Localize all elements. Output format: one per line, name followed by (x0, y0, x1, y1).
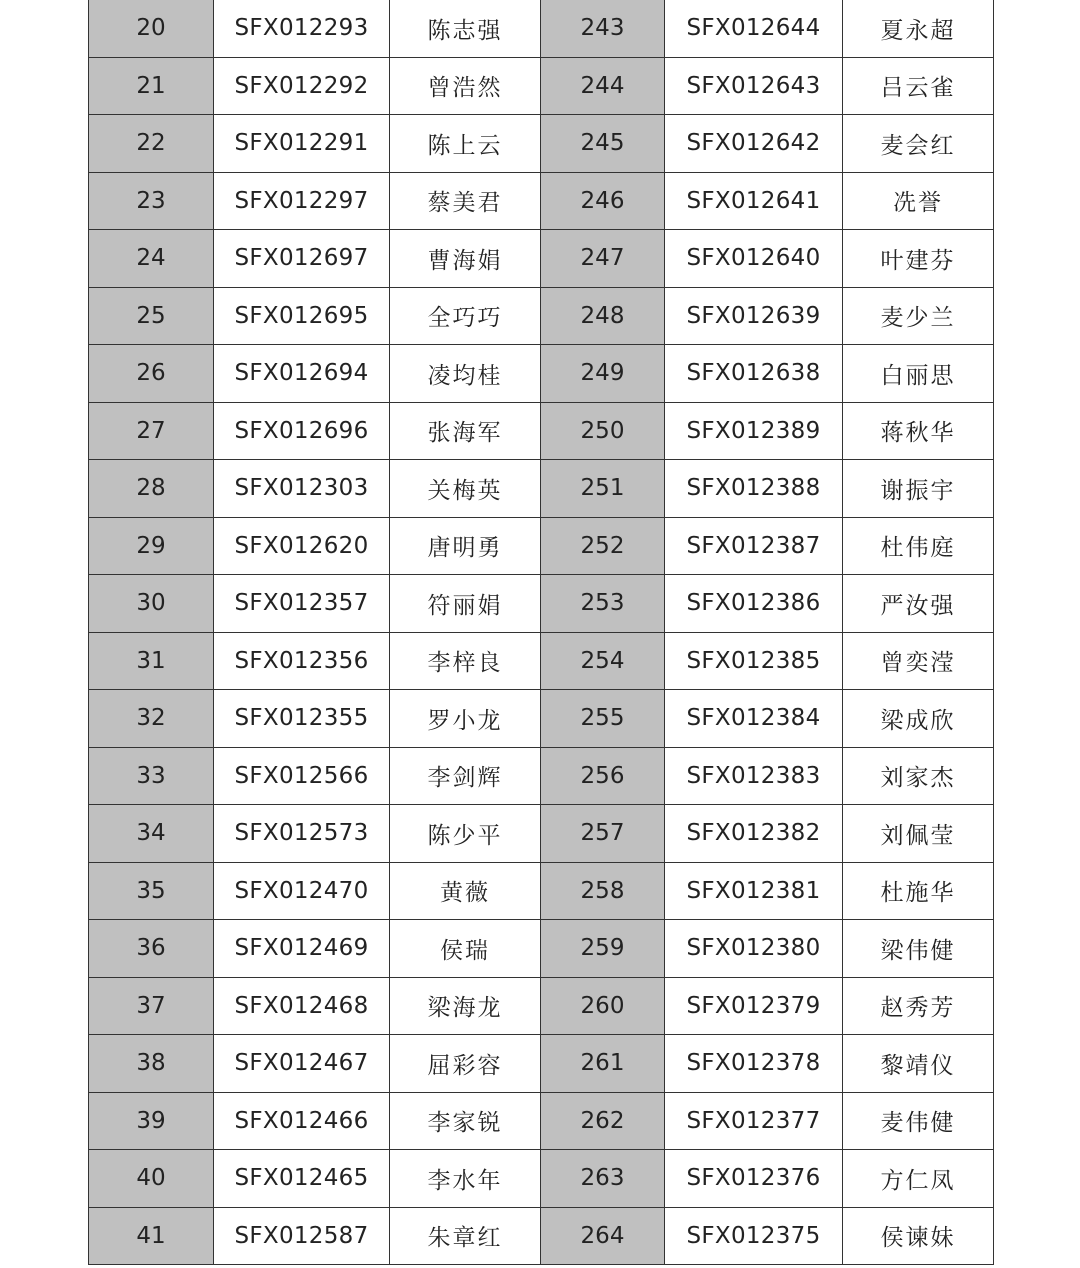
table-row (89, 920, 994, 978)
row-number-left: 25 (89, 287, 214, 345)
member-name-right: 杜施华 (843, 862, 994, 920)
row-number-right: 250 (541, 402, 665, 460)
member-id-left: SFX012297 (214, 172, 390, 230)
row-number-left: 28 (89, 460, 214, 518)
member-id-left: SFX012356 (214, 632, 390, 690)
member-name-right: 曾奕滢 (843, 632, 994, 690)
member-id-right: SFX012638 (665, 345, 843, 403)
table-row (89, 0, 994, 57)
row-number-left: 23 (89, 172, 214, 230)
member-id-left: SFX012573 (214, 805, 390, 863)
member-name-left: 符丽娟 (390, 575, 541, 633)
row-number-right: 259 (541, 920, 665, 978)
member-id-right: SFX012378 (665, 1035, 843, 1093)
member-id-left: SFX012587 (214, 1207, 390, 1265)
row-number-left: 35 (89, 862, 214, 920)
member-name-right: 刘佩莹 (843, 805, 994, 863)
row-number-right: 263 (541, 1150, 665, 1208)
member-name-left: 李家锐 (390, 1092, 541, 1150)
member-name-left: 李水年 (390, 1150, 541, 1208)
row-number-left: 31 (89, 632, 214, 690)
table-row (89, 632, 994, 690)
member-name-left: 侯瑞 (390, 920, 541, 978)
member-name-left: 陈上云 (390, 115, 541, 173)
row-number-right: 254 (541, 632, 665, 690)
row-number-left: 27 (89, 402, 214, 460)
member-name-left: 李梓良 (390, 632, 541, 690)
member-id-left: SFX012466 (214, 1092, 390, 1150)
member-id-left: SFX012469 (214, 920, 390, 978)
member-name-left: 关梅英 (390, 460, 541, 518)
member-name-left: 曾浩然 (390, 57, 541, 115)
member-id-left: SFX012696 (214, 402, 390, 460)
table-row (89, 517, 994, 575)
member-name-left: 朱章红 (390, 1207, 541, 1265)
row-number-left: 24 (89, 230, 214, 288)
row-number-left: 39 (89, 1092, 214, 1150)
member-name-right: 叶建芬 (843, 230, 994, 288)
table-row (89, 690, 994, 748)
member-name-left: 梁海龙 (390, 977, 541, 1035)
table-row (89, 1092, 994, 1150)
row-number-right: 251 (541, 460, 665, 518)
member-id-right: SFX012387 (665, 517, 843, 575)
member-name-right: 赵秀芳 (843, 977, 994, 1035)
table-row (89, 862, 994, 920)
member-id-right: SFX012643 (665, 57, 843, 115)
table-row (89, 345, 994, 403)
member-id-right: SFX012383 (665, 747, 843, 805)
member-id-left: SFX012355 (214, 690, 390, 748)
table-row (89, 57, 994, 115)
row-number-right: 253 (541, 575, 665, 633)
member-name-left: 张海军 (390, 402, 541, 460)
row-number-right: 261 (541, 1035, 665, 1093)
row-number-right: 255 (541, 690, 665, 748)
member-name-left: 李剑辉 (390, 747, 541, 805)
member-name-right: 刘家杰 (843, 747, 994, 805)
member-name-right: 侯谏妹 (843, 1207, 994, 1265)
member-id-right: SFX012379 (665, 977, 843, 1035)
row-number-right: 260 (541, 977, 665, 1035)
table-row (89, 575, 994, 633)
row-number-left: 32 (89, 690, 214, 748)
member-id-right: SFX012384 (665, 690, 843, 748)
member-name-right: 麦少兰 (843, 287, 994, 345)
row-number-left: 26 (89, 345, 214, 403)
table-row (89, 230, 994, 288)
row-number-right: 248 (541, 287, 665, 345)
member-name-left: 陈少平 (390, 805, 541, 863)
member-id-right: SFX012388 (665, 460, 843, 518)
row-number-right: 243 (541, 0, 665, 57)
member-name-left: 唐明勇 (390, 517, 541, 575)
member-id-left: SFX012291 (214, 115, 390, 173)
table-row (89, 977, 994, 1035)
row-number-left: 22 (89, 115, 214, 173)
row-number-right: 246 (541, 172, 665, 230)
member-name-right: 梁成欣 (843, 690, 994, 748)
member-id-right: SFX012644 (665, 0, 843, 57)
row-number-left: 41 (89, 1207, 214, 1265)
row-number-left: 34 (89, 805, 214, 863)
row-number-right: 258 (541, 862, 665, 920)
table-row (89, 402, 994, 460)
member-name-right: 谢振宇 (843, 460, 994, 518)
member-name-right: 杜伟庭 (843, 517, 994, 575)
member-name-right: 麦会红 (843, 115, 994, 173)
member-name-right: 吕云雀 (843, 57, 994, 115)
member-name-right: 冼誉 (843, 172, 994, 230)
row-number-right: 264 (541, 1207, 665, 1265)
table-row (89, 805, 994, 863)
member-name-right: 方仁凤 (843, 1150, 994, 1208)
member-id-right: SFX012376 (665, 1150, 843, 1208)
member-id-left: SFX012303 (214, 460, 390, 518)
table-row (89, 287, 994, 345)
member-name-left: 全巧巧 (390, 287, 541, 345)
row-number-left: 29 (89, 517, 214, 575)
table-row (89, 747, 994, 805)
row-number-right: 256 (541, 747, 665, 805)
row-number-right: 252 (541, 517, 665, 575)
member-id-left: SFX012465 (214, 1150, 390, 1208)
member-name-right: 严汝强 (843, 575, 994, 633)
member-id-right: SFX012375 (665, 1207, 843, 1265)
member-id-left: SFX012697 (214, 230, 390, 288)
row-number-left: 40 (89, 1150, 214, 1208)
row-number-left: 20 (89, 0, 214, 57)
member-name-left: 屈彩容 (390, 1035, 541, 1093)
table-row (89, 172, 994, 230)
row-number-left: 38 (89, 1035, 214, 1093)
member-id-left: SFX012695 (214, 287, 390, 345)
member-id-right: SFX012377 (665, 1092, 843, 1150)
row-number-right: 249 (541, 345, 665, 403)
roster-body (89, 0, 994, 1265)
member-id-left: SFX012566 (214, 747, 390, 805)
member-id-left: SFX012467 (214, 1035, 390, 1093)
row-number-left: 30 (89, 575, 214, 633)
member-id-left: SFX012292 (214, 57, 390, 115)
member-id-right: SFX012641 (665, 172, 843, 230)
table-row (89, 1150, 994, 1208)
member-name-left: 陈志强 (390, 0, 541, 57)
member-id-left: SFX012470 (214, 862, 390, 920)
row-number-left: 37 (89, 977, 214, 1035)
member-id-right: SFX012639 (665, 287, 843, 345)
member-id-right: SFX012380 (665, 920, 843, 978)
table-row (89, 1035, 994, 1093)
table-row (89, 115, 994, 173)
member-id-right: SFX012382 (665, 805, 843, 863)
member-id-right: SFX012389 (665, 402, 843, 460)
member-id-right: SFX012640 (665, 230, 843, 288)
member-name-right: 黎靖仪 (843, 1035, 994, 1093)
row-number-left: 36 (89, 920, 214, 978)
member-name-right: 麦伟健 (843, 1092, 994, 1150)
member-name-left: 凌均桂 (390, 345, 541, 403)
member-name-right: 白丽思 (843, 345, 994, 403)
member-id-left: SFX012468 (214, 977, 390, 1035)
member-id-left: SFX012620 (214, 517, 390, 575)
row-number-right: 257 (541, 805, 665, 863)
row-number-right: 247 (541, 230, 665, 288)
member-id-right: SFX012642 (665, 115, 843, 173)
row-number-right: 245 (541, 115, 665, 173)
table-row (89, 460, 994, 518)
member-name-right: 夏永超 (843, 0, 994, 57)
roster-table (88, 0, 994, 1265)
member-name-left: 曹海娟 (390, 230, 541, 288)
member-name-right: 蒋秋华 (843, 402, 994, 460)
member-id-right: SFX012381 (665, 862, 843, 920)
row-number-left: 21 (89, 57, 214, 115)
member-name-left: 蔡美君 (390, 172, 541, 230)
member-id-right: SFX012385 (665, 632, 843, 690)
row-number-left: 33 (89, 747, 214, 805)
member-id-left: SFX012357 (214, 575, 390, 633)
table-row (89, 1207, 994, 1265)
member-id-left: SFX012293 (214, 0, 390, 57)
row-number-right: 244 (541, 57, 665, 115)
member-name-left: 黄薇 (390, 862, 541, 920)
row-number-right: 262 (541, 1092, 665, 1150)
member-name-right: 梁伟健 (843, 920, 994, 978)
member-id-right: SFX012386 (665, 575, 843, 633)
member-name-left: 罗小龙 (390, 690, 541, 748)
member-id-left: SFX012694 (214, 345, 390, 403)
